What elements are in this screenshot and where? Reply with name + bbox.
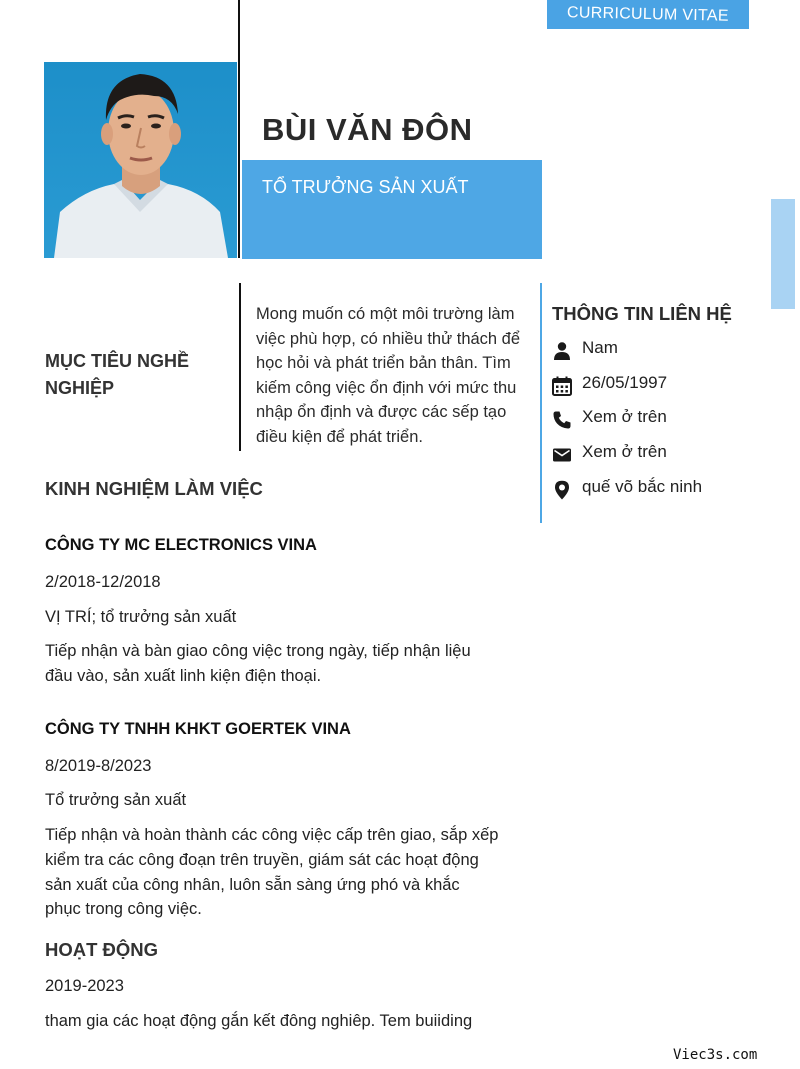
experience-heading: KINH NGHIỆM LÀM VIỆC xyxy=(45,478,263,499)
job-position: VỊ TRÍ; tổ trưởng sản xuất xyxy=(45,608,237,626)
contact-email xyxy=(552,442,702,477)
side-accent-tab xyxy=(771,199,795,309)
job-title-box xyxy=(242,160,542,259)
location-icon xyxy=(552,480,572,500)
candidate-name: BÙI VĂN ĐÔN xyxy=(262,112,473,147)
contact-gender-value: Nam xyxy=(582,338,618,357)
contact-heading: THÔNG TIN LIÊN HỆ xyxy=(552,303,732,324)
job-entry xyxy=(45,536,317,555)
site-watermark: Viec3s.com xyxy=(673,1047,758,1063)
job-company: CÔNG TY TNHH KHKT GOERTEK VINA xyxy=(45,720,351,738)
header-divider xyxy=(238,0,240,258)
activity-description: tham gia các hoạt động gắn kết đông nghiêp. Tem buiiding xyxy=(45,1012,473,1030)
email-icon xyxy=(552,445,572,465)
job-period: 8/2019-8/2023 xyxy=(45,757,152,775)
contact-gender xyxy=(552,338,702,373)
contact-phone-value: Xem ở trên xyxy=(582,407,667,427)
job-position: Tổ trưởng sản xuất xyxy=(45,791,187,809)
contact-email-value: Xem ở trên xyxy=(582,442,667,462)
job-title: TỔ TRƯỞNG SẢN XUẤT xyxy=(262,177,469,197)
curriculum-vitae-label: CURRICULUM VITAE xyxy=(566,4,730,25)
objective-divider xyxy=(239,283,241,451)
job-company: CÔNG TY MC ELECTRONICS VINA xyxy=(45,536,317,554)
contact-address xyxy=(552,477,702,512)
contact-divider xyxy=(540,283,542,523)
activities-heading: HOẠT ĐỘNG xyxy=(45,939,159,960)
contact-birthday xyxy=(552,373,702,408)
job-description: Tiếp nhận và bàn giao công việc trong ngày, tiếp nhận liệu đầu vào, sản xuất linh kiện điện thoại. xyxy=(45,642,471,685)
profile-photo xyxy=(44,62,237,258)
person-icon xyxy=(552,341,572,361)
calendar-icon xyxy=(552,376,572,396)
job-period: 2/2018-12/2018 xyxy=(45,573,161,591)
curriculum-vitae-tab xyxy=(547,0,749,29)
activity-period: 2019-2023 xyxy=(45,977,124,995)
job-description: Tiếp nhận và hoàn thành các công việc cấp trên giao, sắp xếp kiểm tra các công đoạn trên truyền, giám sát các hoạt động sản xuất của công nhân, luôn sẵn sàng ứng phó và khắc phục trong công việc. xyxy=(45,826,499,919)
objective-text: Mong muốn có một môi trường làm việc phù hợp, có nhiều thử thách để học hỏi và phát triển bản thân. Tìm kiếm công việc ổn định với mức thu nhập ổn định và được các sếp tạo điều kiện để phát triển. xyxy=(256,305,521,446)
phone-icon xyxy=(552,410,572,430)
portrait-illustration xyxy=(44,62,237,258)
objective-heading: MỤC TIÊU NGHỀ NGHIỆP xyxy=(45,351,189,398)
contact-birthday-value: 26/05/1997 xyxy=(582,372,668,392)
contact-list xyxy=(552,338,702,511)
contact-phone xyxy=(552,407,702,442)
job-entry xyxy=(45,720,351,739)
contact-address-value: quế võ bắc ninh xyxy=(582,476,703,496)
